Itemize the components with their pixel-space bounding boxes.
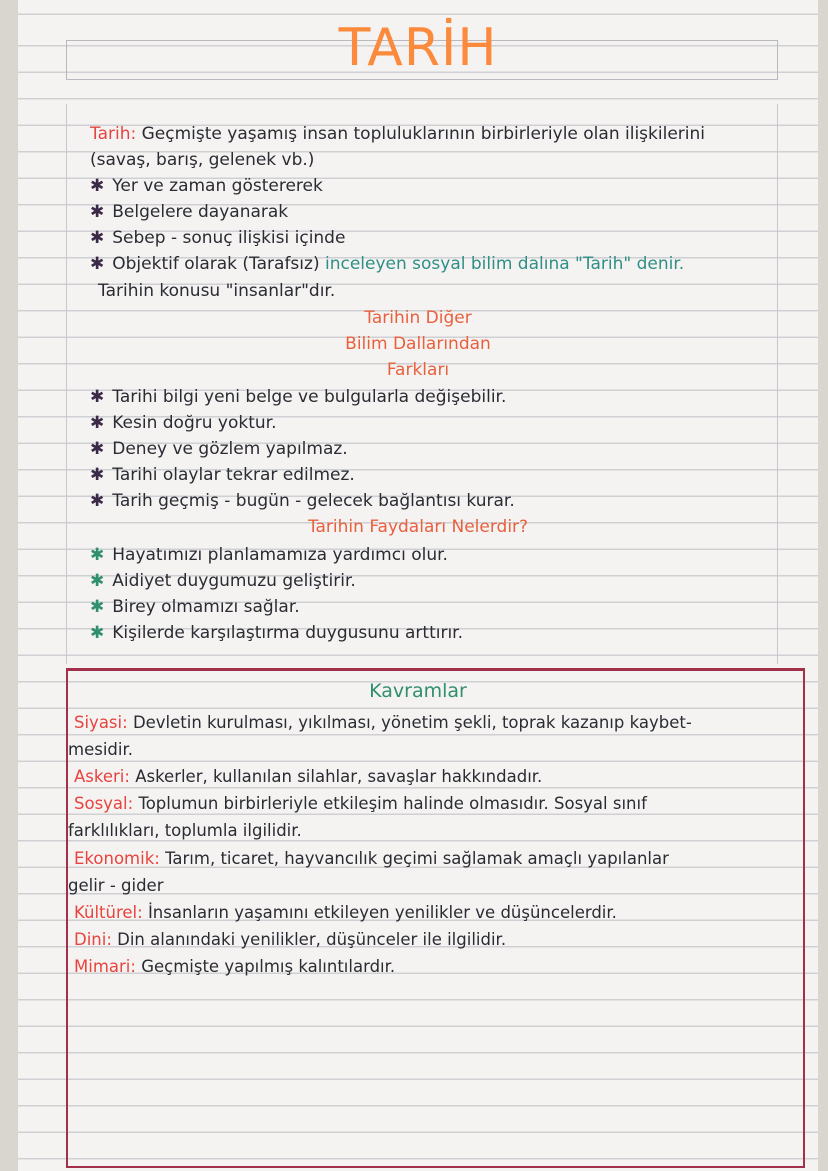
list-item: ✱ Birey olmamızı sağlar. <box>90 597 300 617</box>
concept-item: Dini: Din alanındaki yenilikler, düşünceler ile ilgilidir. <box>74 930 507 949</box>
concept-cont: farklılıkları, toplumla ilgilidir. <box>68 821 302 840</box>
concept-cont: gelir - gider <box>68 876 164 895</box>
list-item: ✱ Deney ve gözlem yapılmaz. <box>90 439 348 459</box>
differences-heading-1: Tarihin Diğer <box>364 308 472 328</box>
concept-item: Sosyal: Toplumun birbirleriyle etkileşim halinde olmasıdır. Sosyal sınıf <box>74 794 647 813</box>
list-item: ✱ Tarihi olaylar tekrar edilmez. <box>90 465 355 485</box>
list-item: ✱ Kesin doğru yoktur. <box>90 413 277 433</box>
list-item: ✱ Kişilerde karşılaştırma duygusunu arttırır. <box>90 623 463 643</box>
term: Tarih: <box>90 124 137 144</box>
bullet: ✱ Yer ve zaman göstererek <box>90 176 323 196</box>
definition-text: Geçmişte yaşamış insan topluluklarının birbirleriyle olan ilişkilerini <box>141 124 705 144</box>
concept-item: Askeri: Askerler, kullanılan silahlar, savaşlar hakkındadır. <box>74 767 543 786</box>
concepts-heading: Kavramlar <box>369 680 467 702</box>
list-item: ✱ Tarihi bilgi yeni belge ve bulgularla değişebilir. <box>90 387 507 407</box>
concept-item: Kültürel: İnsanların yaşamını etkileyen yenilikler ve düşüncelerdir. <box>74 903 617 922</box>
differences-heading-2: Bilim Dallarından <box>345 334 491 354</box>
concept-cont: mesidir. <box>68 740 133 759</box>
subject-line: Tarihin konusu "insanlar"dır. <box>98 281 336 301</box>
bullet: ✱ Objektif olarak (Tarafsız) inceleyen sosyal bilim dalına "Tarih" denir. <box>90 254 685 274</box>
definition-line2: (savaş, barış, gelenek vb.) <box>90 150 315 170</box>
bullet: ✱ Belgelere dayanarak <box>90 202 289 222</box>
notebook-page <box>18 0 818 1171</box>
page-title: TARİH <box>338 18 498 78</box>
list-item: ✱ Aidiyet duygumuzu geliştirir. <box>90 571 356 591</box>
differences-heading-3: Farkları <box>386 360 450 380</box>
concept-item: Siyasi: Devletin kurulması, yıkılması, yönetim şekli, toprak kazanıp kaybet- <box>74 713 692 732</box>
definition-line <box>90 124 705 144</box>
concept-item: Mimari: Geçmişte yapılmış kalıntılardır. <box>74 957 396 976</box>
list-item: ✱ Tarih geçmiş - bugün - gelecek bağlantısı kurar. <box>90 491 515 511</box>
benefits-heading: Tarihin Faydaları Nelerdir? <box>307 517 529 537</box>
bullet: ✱ Sebep - sonuç ilişkisi içinde <box>90 228 346 248</box>
list-item: ✱ Hayatımızı planlamamıza yardımcı olur. <box>90 545 448 565</box>
concept-item: Ekonomik: Tarım, ticaret, hayvancılık geçimi sağlamak amaçlı yapılanlar <box>74 849 669 868</box>
